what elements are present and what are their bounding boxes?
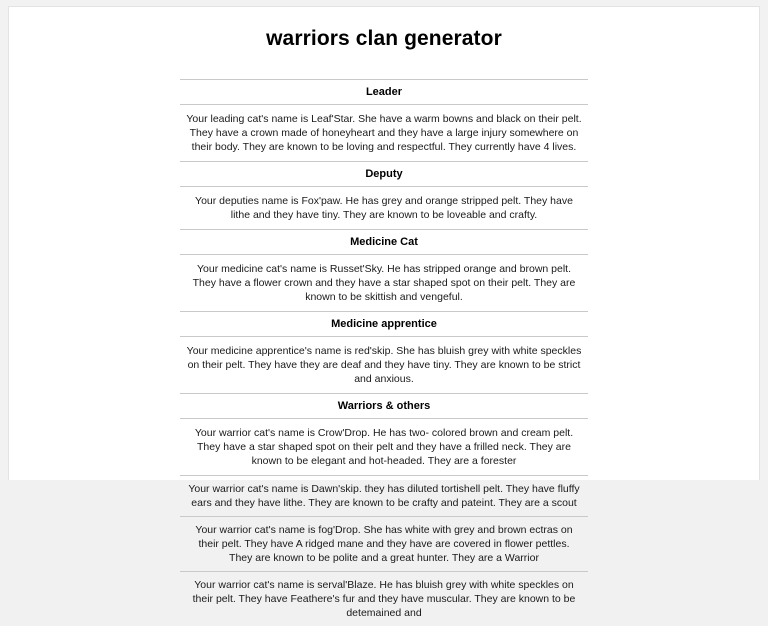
entry-warrior: Your warrior cat's name is Crow'Drop. He has two- colored brown and cream pelt. They have a star shaped spot on their pelt and they have a frilled neck. They are known to be elegant and hot-headed. They are a forester (194, 427, 574, 467)
section-heading-medicine-apprentice: Medicine apprentice (331, 318, 437, 330)
entry-leader: Your leading cat's name is Leaf'Star. She have a warm bowns and black on their pelt. They have a crown made of honeyheart and they have a large injury somewhere on their body. They are known to be loving and respectful. They currently have 4 lives. (186, 113, 582, 153)
entry-warrior: Your warrior cat's name is fog'Drop. She has white with grey and brown ectras on their pelt. They have A ridged mane and they have are covered in flower pettles. They are known to be polite and a great hunter. They are a Warrior (195, 524, 573, 564)
entry-medicine-cat: Your medicine cat's name is Russet'Sky. He has stripped orange and brown pelt. They have a flower crown and they have a star shaped spot on their pelt. They are known to be skittish and vengeful. (192, 263, 576, 303)
section-heading-medicine-cat: Medicine Cat (350, 236, 418, 248)
entry-warrior: Your warrior cat's name is serval'Blaze. He has bluish grey with white speckles on their pelt. They have Feathere's fur and they have muscular. They are known to be detemained and (192, 579, 576, 619)
entry-warrior: Your warrior cat's name is Dawn'skip. they has diluted tortishell pelt. They have fluffy ears and they have lithe. They are known to be crafty and pateint. They are a scout (188, 483, 580, 509)
page-title: warriors clan generator (266, 27, 502, 50)
entry-deputy: Your deputies name is Fox'paw. He has grey and orange stripped pelt. They have lithe and they have tiny. They are known to be loveable and crafty. (195, 195, 573, 221)
section-heading-warriors-others: Warriors & others (337, 400, 431, 412)
entry-medicine-apprentice: Your medicine apprentice's name is red'skip. She has bluish grey with white speckles on their pelt. They have they are deaf and they have tiny. They are known to be strict and anxious. (186, 345, 582, 385)
section-heading-deputy: Deputy (365, 168, 403, 180)
section-heading-leader: Leader (365, 86, 403, 98)
page-frame (8, 6, 760, 619)
clan-content (180, 79, 588, 626)
